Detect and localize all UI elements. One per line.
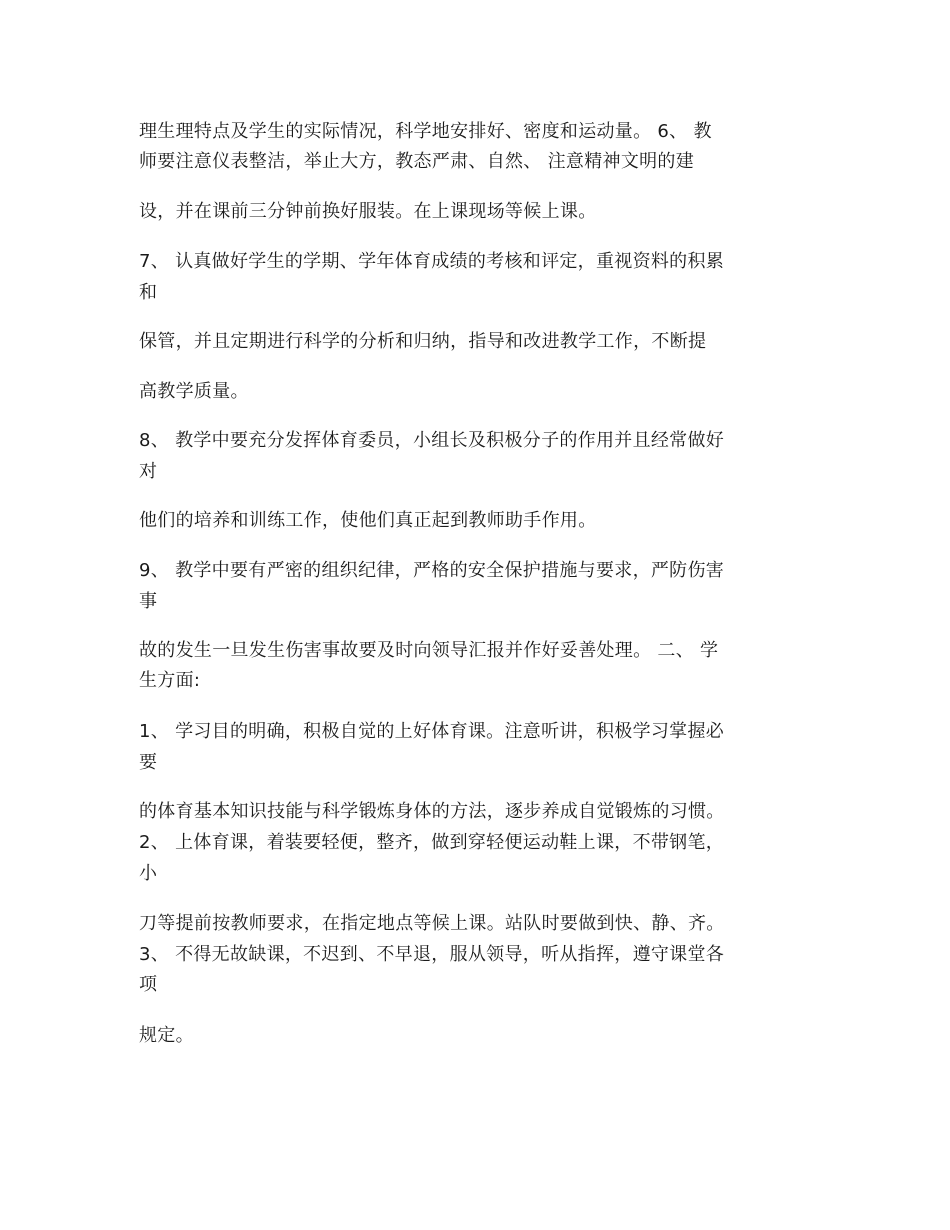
text-line: 小 — [139, 863, 158, 884]
text-line: 规定。 — [139, 1025, 194, 1046]
text-line: 故的发生一旦发生伤害事故要及时向领导汇报并作好妥善处理。 二、 学 — [139, 640, 719, 661]
text-line: 保管，并且定期进行科学的分析和归纳，指导和改进教学工作，不断提 — [139, 331, 707, 352]
text-line: 和 — [139, 282, 158, 303]
text-line: 的体育基本知识技能与科学锻炼身体的方法，逐步养成自觉锻炼的习惯。 — [139, 801, 725, 822]
text-line: 他们的培养和训练工作，使他们真正起到教师助手作用。 — [139, 510, 597, 531]
text-line: 事 — [139, 591, 158, 612]
text-line: 对 — [139, 461, 158, 482]
text-line: 高教学质量。 — [139, 381, 249, 402]
text-line: 1、 学习目的明确，积极自觉的上好体育课。注意听讲，积极学习掌握必 — [139, 721, 725, 742]
text-line: 设，并在课前三分钟前换好服装。在上课现场等候上课。 — [139, 201, 597, 222]
text-line: 2、 上体育课，着装要轻便，整齐，做到穿轻便运动鞋上课，不带钢笔， — [139, 832, 725, 853]
text-line: 8、 教学中要充分发挥体育委员，小组长及积极分子的作用并且经常做好 — [139, 430, 725, 451]
text-line: 项 — [139, 974, 158, 995]
text-line: 生方面: — [139, 670, 201, 691]
text-line: 9、 教学中要有严密的组织纪律，严格的安全保护措施与要求，严防伤害 — [139, 560, 725, 581]
text-line: 师要注意仪表整洁，举止大方，教态严肃、自然、 注意精神文明的建 — [139, 151, 695, 172]
text-line: 刀等提前按教师要求，在指定地点等候上课。站队时要做到快、静、齐。 — [139, 913, 725, 934]
text-line: 7、 认真做好学生的学期、学年体育成绩的考核和评定，重视资料的积累 — [139, 251, 725, 272]
text-line: 3、 不得无故缺课，不迟到、不早退，服从领导，听从指挥，遵守课堂各 — [139, 944, 725, 965]
text-line: 要 — [139, 752, 158, 773]
text-line: 理生理特点及学生的实际情况，科学地安排好、密度和运动量。 6、 教 — [139, 121, 712, 142]
